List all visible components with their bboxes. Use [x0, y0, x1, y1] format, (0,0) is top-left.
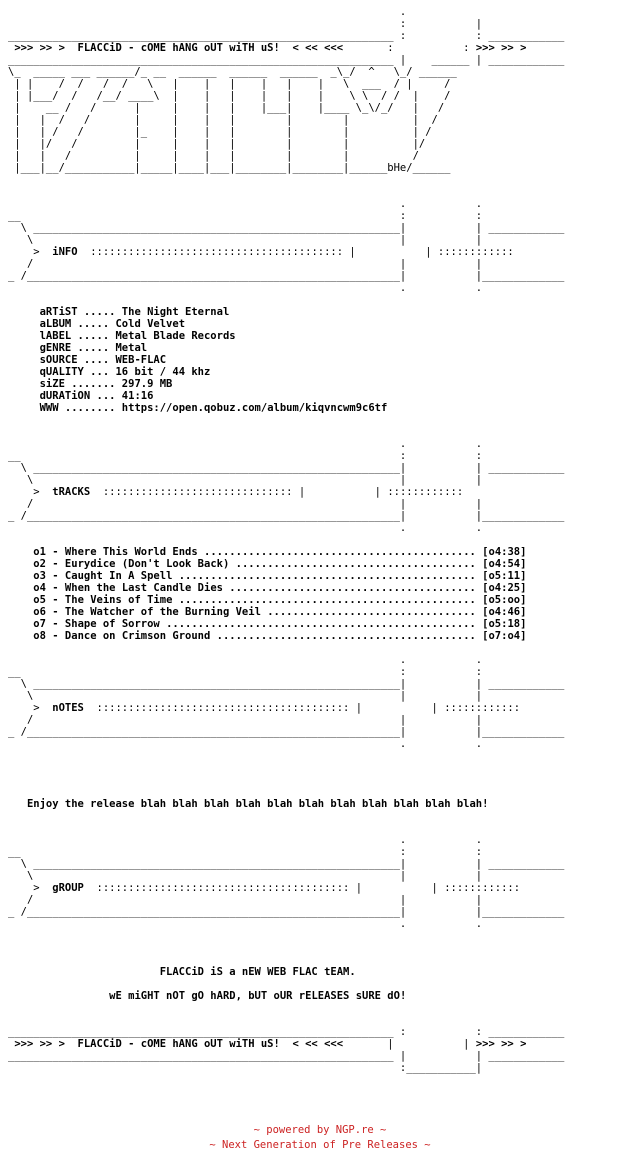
banner-line-bottom: >>> >> > FLACCiD - cOME hANG oUT wiTH uS! < << <<< | | >>> >> > — [8, 1038, 527, 1050]
footer-powered[interactable]: ~ powered by NGP.re ~ — [253, 1124, 387, 1136]
info-value-label: Metal Blade Records — [115, 330, 236, 342]
logo-row: | | / / / / \ | | | | | | \ ___ / | / — [8, 78, 451, 90]
info-row — [8, 330, 564, 342]
logo-row: | | / / | | | | | | | / — [8, 114, 438, 126]
info-row — [8, 402, 564, 414]
notes-row — [8, 798, 564, 810]
track-title: When the Last Candle Dies — [64, 582, 223, 594]
info-row — [8, 318, 564, 330]
info-label-www: WWW ........ — [39, 402, 116, 414]
section-title-notes: nOTES — [52, 702, 84, 714]
section-header-notes: > nOTES :::::::::::::::::::::::::::::::::::::::: | | :::::::::::: — [8, 702, 521, 714]
info-label-quality: qUALITY ... — [39, 366, 110, 378]
info-value-quality: 16 bit / 44 khz — [115, 366, 211, 378]
banner-title: >>> >> > FLACCiD - cOME hANG oUT wiTH uS! < << <<< — [8, 42, 350, 54]
info-value-artist: The Night Eternal — [121, 306, 230, 318]
banner-line: >>> >> > FLACCiD - cOME hANG oUT wiTH uS! < << <<< : : >>> >> > — [8, 42, 527, 54]
logo-row: |___|__/___________|_____|____|___|________|________|______bHe/______ — [8, 162, 451, 174]
info-row — [8, 366, 564, 378]
track-title: Caught In A Spell — [64, 570, 173, 582]
track-number: o7 — [33, 618, 46, 630]
track-number: o2 — [33, 558, 46, 570]
info-row — [8, 342, 564, 354]
track-title: Where This World Ends — [64, 546, 198, 558]
track-title: The Watcher of the Burning Veil — [64, 606, 261, 618]
info-label-source: sOURCE .... — [39, 354, 110, 366]
info-label-genre: gENRE ..... — [39, 342, 110, 354]
section-header-info: > iNFO :::::::::::::::::::::::::::::::::::::::: | | :::::::::::: — [8, 246, 514, 258]
track-row: o5 - The Veins of Time ............................................... [o5:oo] — [33, 594, 527, 606]
track-number: o6 — [33, 606, 46, 618]
info-value-duration: 41:16 — [121, 390, 154, 402]
section-title-group: gROUP — [52, 882, 84, 894]
logo-row: | |___/ / /__/ ____\ | | | | | | \ \ / / | / — [8, 90, 451, 102]
info-value-www[interactable]: https://open.qobuz.com/album/kiqvncwm9c6tf — [121, 402, 388, 414]
section-header-group: > gROUP :::::::::::::::::::::::::::::::::::::::: | | :::::::::::: — [8, 882, 521, 894]
track-number: o5 — [33, 594, 46, 606]
notes-text: Enjoy the release blah blah blah blah blah blah blah blah blah blah blah! — [26, 798, 489, 810]
info-label-size: siZE ....... — [39, 378, 116, 390]
track-row: o6 - The Watcher of the Burning Veil ................................. [o4:46] — [33, 606, 527, 618]
track-time: [o5:11] — [482, 570, 527, 582]
track-row: o2 - Eurydice (Don't Look Back) ...................................... [o4:54] — [33, 558, 527, 570]
track-time: [o5:oo] — [482, 594, 527, 606]
info-row — [8, 354, 564, 366]
logo-row: \_ _____ ___ ______/_ __ ______ ______ ______ _\_/ ^ \_/ ______ — [8, 66, 457, 78]
group-row — [8, 966, 564, 978]
track-title: Shape of Sorrow — [64, 618, 160, 630]
section-title-info: iNFO — [52, 246, 78, 258]
track-number: o8 — [33, 630, 46, 642]
info-value-album: Cold Velvet — [115, 318, 186, 330]
info-label-artist: aRTiST ..... — [39, 306, 116, 318]
track-number: o1 — [33, 546, 46, 558]
banner-title-bottom: >>> >> > FLACCiD - cOME hANG oUT wiTH uS! < << <<< — [8, 1038, 350, 1050]
track-time: [o7:o4] — [482, 630, 527, 642]
logo-row: | | / | | | | | | / — [8, 150, 419, 162]
logo-row: | | / / |_ | | | | | | / — [8, 126, 432, 138]
info-row — [8, 390, 564, 402]
track-number: o4 — [33, 582, 46, 594]
track-title: The Veins of Time — [64, 594, 173, 606]
track-row: o7 - Shape of Sorrow ................................................. [o5:18] — [33, 618, 527, 630]
track-title: Dance on Crimson Ground — [64, 630, 211, 642]
info-value-size: 297.9 MB — [121, 378, 173, 390]
info-label-label: lABEL ..... — [39, 330, 110, 342]
track-time: [o4:25] — [482, 582, 527, 594]
track-row: o1 - Where This World Ends ........................................... [o4:38] — [33, 546, 527, 558]
banner-right-tag: >>> >> > — [475, 42, 527, 54]
section-header-tracks: > tRACKS :::::::::::::::::::::::::::::: | | :::::::::::: — [8, 486, 464, 498]
info-row — [8, 378, 564, 390]
info-label-duration: dURATiON ... — [39, 390, 116, 402]
track-time: [o5:18] — [482, 618, 527, 630]
nfo-art: . : | _____________________________________________________________ : : ____________ >>> >> > FLACCiD - cOME hANG oUT wiTH uS! < << <<< : : >>> >> > _____________________________________________________________ | ______ | ____________ \_ _____ ___ ______/_ __ ______ ______ ______ _\_/ ^ \_/ ______ | | / / / / \ | | | | | | \ ___ / | / | |___/ / /__/ ____\ | | | | | | \ \ / / | / | __ / / | | | | |___| |____ \_\/_/ | / | | / / | | | | | | | / | | / / |_ | | | | | | / | |/ / | | | | | | |/ | | / | | | | | | / |___|__/___________|_____|____|___|________|________|______bHe/______ . . __ : : \ __________________________________________________________| | ____________ \ | | > iNFO :::::::::::::::::::::::::::::::::::::::: | | :::::::::::: / | | _ /___________________________________________________________| |_____________ . . aRTiST ..... The Night Eternal aLBUM ..... Cold Velvet lABEL ..... Metal Blade Records gENRE ..... Metal sOURCE .... WEB-FLAC qUALITY ... 16 bit / 44 khz siZE ....... 297.9 MB dURATiON ... 41:16 WWW ........ https://open.qobuz.com/album/kiqvncwm9c6tf . . __ : : \ __________________________________________________________| | ____________ \ | | > tRACKS :::::::::::::::::::::::::::::: | | :::::::::::: / | | _ /___________________________________________________________| |_____________ . . o1 - Where This World Ends ........................................... [o4:38] o2 - Eurydice (Don't Look Back) ...................................... [o4:54] o3 - Caught In A Spell ............................................... [o5:11] o4 - When the Last Candle Dies ....................................... [o4:25] o5 - The Veins of Time ............................................... [o5:oo] o6 - The Watcher of the Burning Veil ................................. [o4:46] o7 - Shape of Sorrow ................................................. [o5:18] o8 - Dance on Crimson Ground ......................................... [o7:o4] . . __ : : \ __________________________________________________________| | ____________ \ | | > nOTES :::::::::::::::::::::::::::::::::::::::: | | :::::::::::: / | | _ /___________________________________________________________| |_____________ . . Enjoy the release blah blah blah blah blah blah blah blah blah blah blah! . . __ : : \ __________________________________________________________| | ____________ \ | | > gROUP :::::::::::::::::::::::::::::::::::::::: | | :::::::::::: / | | _ /___________________________________________________________| |_____________ . . FLACCiD iS a nEW WEB FLAC tEAM. wE miGHT nOT gO hARD, bUT oUR rELEASES sURE dO! _____________________________________________________________ : : ____________ >>> >> > FLACCiD - cOME hANG oUT wiTH uS! < << <<< | | >>> >> > _____________________________________________________________ | | ____________ :___________| — [8, 6, 565, 1074]
info-value-genre: Metal — [115, 342, 148, 354]
track-time: [o4:46] — [482, 606, 527, 618]
track-number: o3 — [33, 570, 46, 582]
group-line-1: FLACCiD iS a nEW WEB FLAC tEAM. — [159, 966, 356, 978]
track-time: [o4:38] — [482, 546, 527, 558]
track-row: o8 - Dance on Crimson Ground ......................................... [o7:o4] — [33, 630, 527, 642]
footer-tagline: ~ Next Generation of Pre Releases ~ — [209, 1139, 431, 1151]
group-line-2: wE miGHT nOT gO hARD, bUT oUR rELEASES sURE dO! — [109, 990, 407, 1002]
banner-right-tag-bottom: >>> >> > — [475, 1038, 527, 1050]
logo-row: | |/ / | | | | | | |/ — [8, 138, 426, 150]
info-value-source: WEB-FLAC — [115, 354, 167, 366]
track-time: [o4:54] — [482, 558, 527, 570]
info-label-album: aLBUM ..... — [39, 318, 110, 330]
track-row: o4 - When the Last Candle Dies ....................................... [o4:25] — [33, 582, 527, 594]
track-title: Eurydice (Don't Look Back) — [64, 558, 230, 570]
section-title-tracks: tRACKS — [52, 486, 91, 498]
track-row: o3 - Caught In A Spell ............................................... [o5:11] — [33, 570, 527, 582]
info-row — [8, 306, 564, 318]
group-row — [8, 990, 564, 1002]
logo-row: | __ / / | | | | |___| |____ \_\/_/ | / — [8, 102, 445, 114]
